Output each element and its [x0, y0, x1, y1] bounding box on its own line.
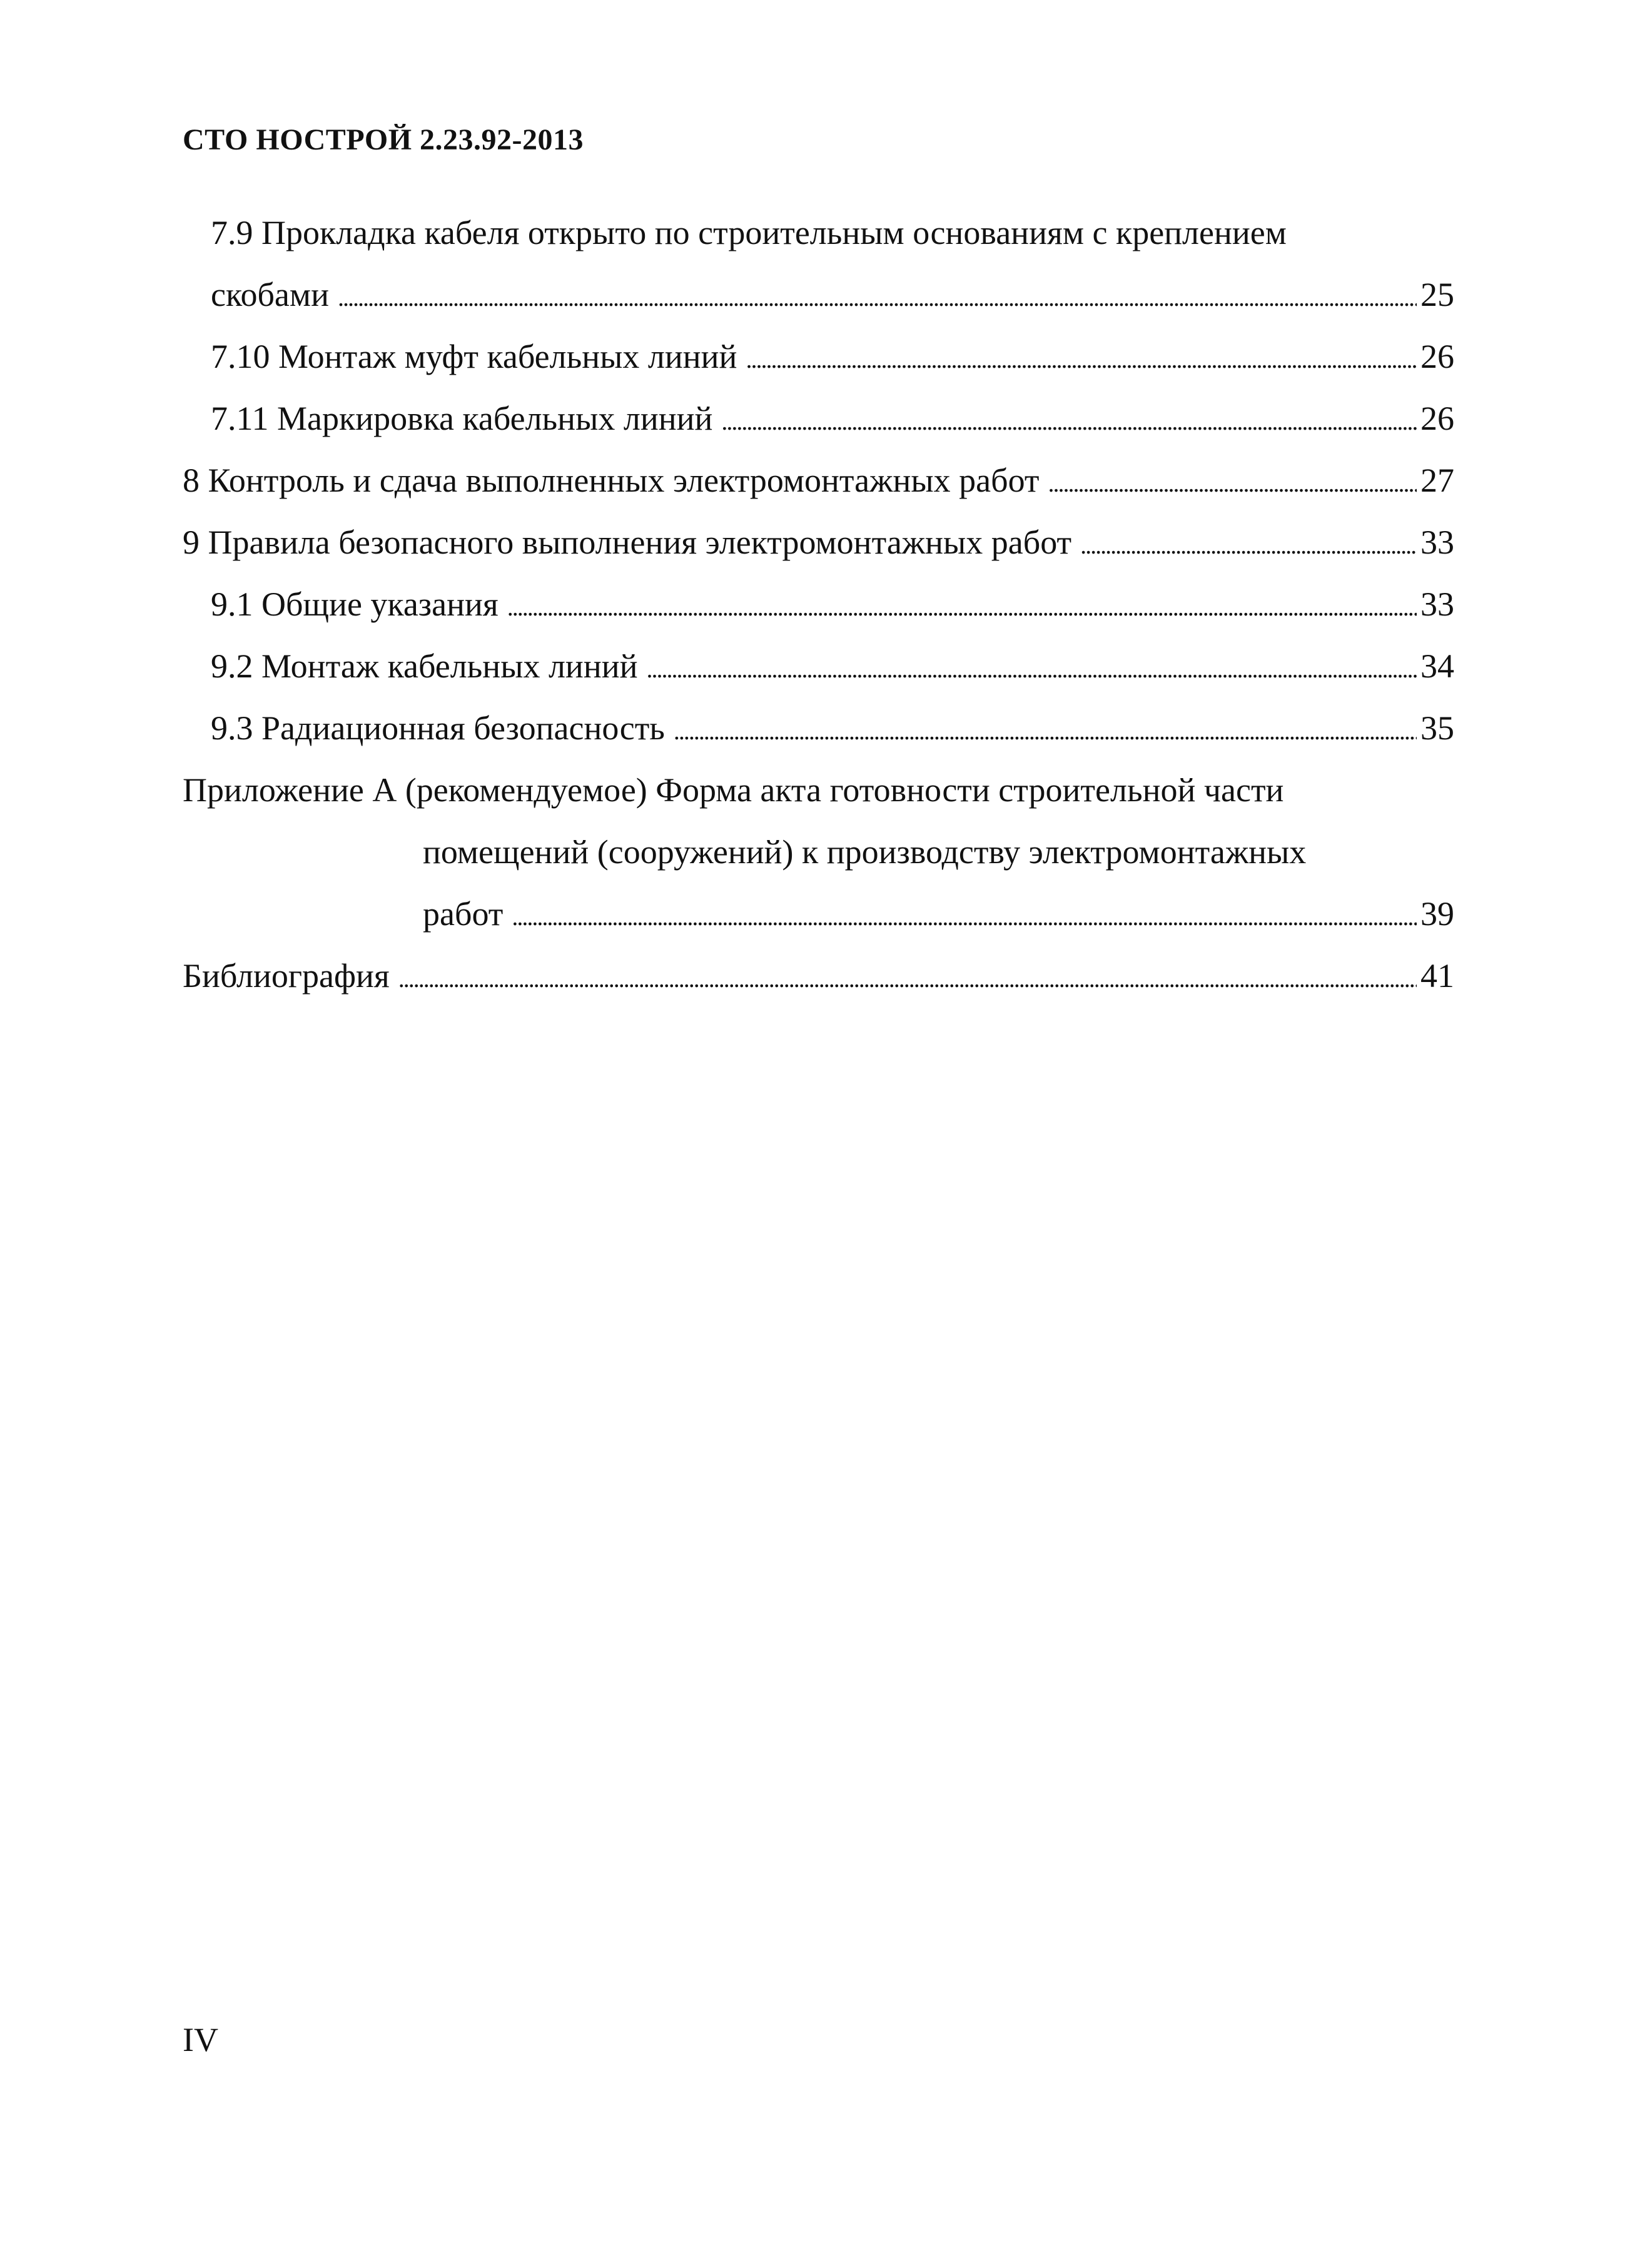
page-number: IV	[183, 2021, 218, 2058]
toc-dot-leader	[512, 892, 1417, 939]
toc-entry-bibliography[interactable]	[183, 954, 1454, 998]
toc-entry-8[interactable]	[183, 458, 1454, 502]
toc-page-number: 25	[1420, 276, 1454, 313]
toc-entry-appendix-continuation: помещений (сооружений) к производству электромонтажных	[423, 833, 1307, 871]
toc-dot-leader	[674, 706, 1417, 753]
toc-dot-leader	[1080, 520, 1417, 567]
toc-dot-leader	[721, 397, 1417, 443]
toc-page-number: 39	[1420, 895, 1454, 933]
toc-entry-label: Библиография	[183, 957, 390, 995]
toc-entry-label: 9.3 Радиационная безопасность	[211, 709, 665, 747]
toc-entry-7-9[interactable]	[211, 273, 1454, 316]
toc-page-number: 33	[1420, 585, 1454, 623]
toc-dot-leader	[507, 582, 1417, 629]
toc-entry-7-10[interactable]	[211, 335, 1454, 378]
document-header: СТО НОСТРОЙ 2.23.92-2013	[183, 123, 584, 156]
toc-dot-leader	[1048, 458, 1417, 505]
toc-entry-label: 9.1 Общие указания	[211, 585, 499, 623]
toc-dot-leader	[647, 644, 1417, 691]
toc-entry-label: работ	[423, 895, 504, 933]
toc-page-number: 26	[1420, 400, 1454, 437]
toc-entry-appendix-title: Приложение А (рекомендуемое) Форма акта готовности строительной части	[183, 771, 1284, 809]
toc-entry-appendix-a[interactable]	[423, 892, 1454, 936]
toc-page-number: 26	[1420, 338, 1454, 375]
toc-entry-label: 7.10 Монтаж муфт кабельных линий	[211, 338, 737, 375]
toc-page-number: 35	[1420, 709, 1454, 747]
toc-entry-label: 8 Контроль и сдача выполненных электромонтажных работ	[183, 462, 1040, 499]
toc-entry-label: 7.11 Маркировка кабельных линий	[211, 400, 713, 437]
toc-entry-7-11[interactable]	[211, 397, 1454, 440]
toc-dot-leader	[746, 335, 1417, 382]
toc-entry-7-9-title: 7.9 Прокладка кабеля открыто по строительным основаниям с креплением	[211, 214, 1287, 251]
toc-page-number: 41	[1420, 957, 1454, 995]
toc-entry-label: 9 Правила безопасного выполнения электромонтажных работ	[183, 524, 1072, 561]
toc-dot-leader	[338, 273, 1417, 320]
toc-page-number: 27	[1420, 462, 1454, 499]
toc-entry-label: 9.2 Монтаж кабельных линий	[211, 647, 638, 685]
toc-entry-9-2[interactable]	[211, 644, 1454, 688]
toc-entry-9[interactable]	[183, 520, 1454, 564]
toc-dot-leader	[398, 954, 1417, 1001]
toc-page-number: 34	[1420, 647, 1454, 685]
toc-entry-label: скобами	[211, 276, 329, 313]
toc-entry-9-1[interactable]	[211, 582, 1454, 626]
toc-entry-9-3[interactable]	[211, 706, 1454, 750]
toc-page-number: 33	[1420, 524, 1454, 561]
